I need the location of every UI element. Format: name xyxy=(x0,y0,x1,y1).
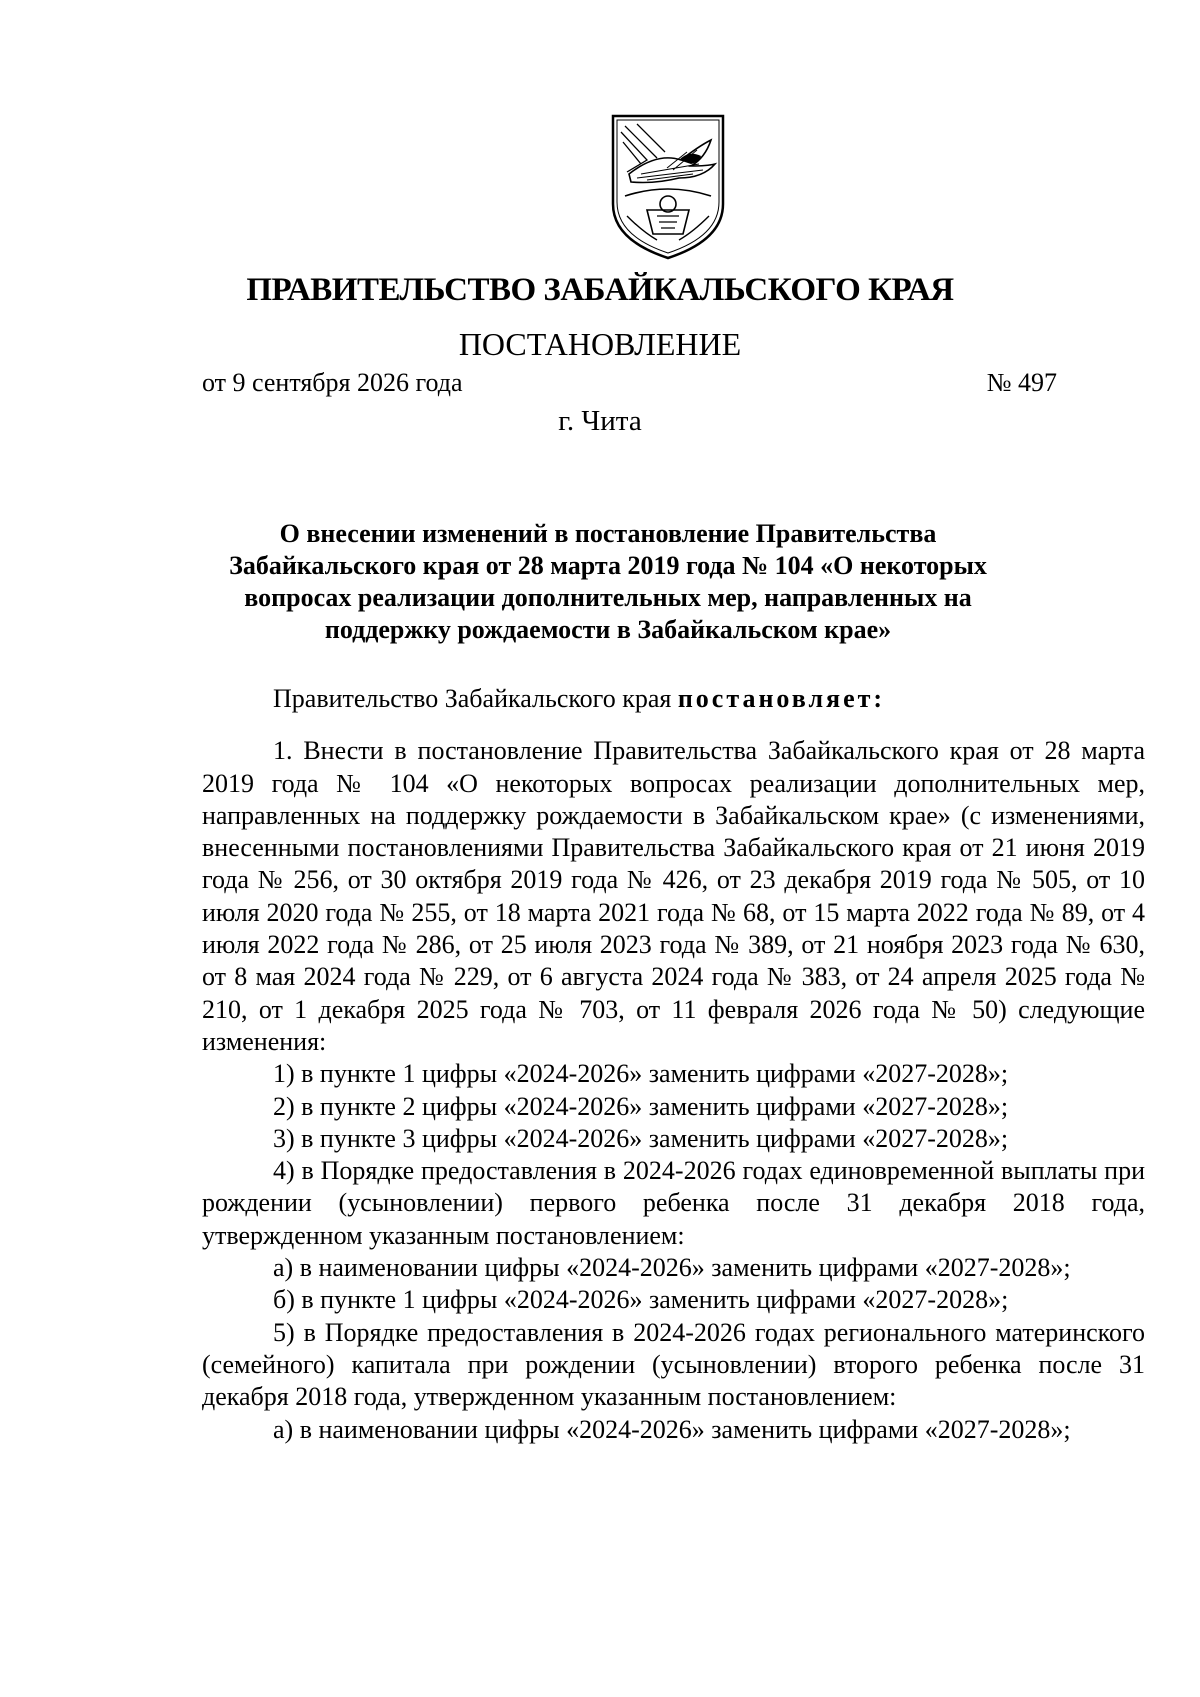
body-paragraph: б) в пункте 1 цифры «2024-2026» заменить цифрами «2027-2028»; xyxy=(273,1285,1009,1315)
body-paragraph: 2) в пункте 2 цифры «2024-2026» заменить цифрами «2027-2028»; xyxy=(273,1091,1009,1121)
body-paragraph: 5) в Порядке предоставления в 2024-2026 годах регионального материнского (семейного) капитала при рождении (усыновлении) второго ребенка после 31 декабря 2018 года, утвержденном указанным постановлением: xyxy=(202,1317,1145,1412)
document-type: ПОСТАНОВЛЕНИЕ xyxy=(458,326,742,362)
document-title: О внесении изменений в постановление Правительства Забайкальского края от 28 марта 2019 года № 104 «О некоторых вопросах реализации дополнительных мер, направленных на поддержку рождаемости в Забайкальском крае» xyxy=(229,519,987,644)
document-number: № 497 xyxy=(986,368,1057,397)
preamble-paragraph xyxy=(202,683,1145,715)
body-paragraph: 1. Внести в постановление Правительства Забайкальского края от 28 марта 2019 года № 104 «О некоторых вопросах реализации дополнительных мер, направленных на поддержку рождаемости в Забайкальском крае» (с изменениями, внесенными постановлениями Правительства Забайкальского края от 21 июня 2019 года № 256, от 30 октября 2019 года № 426, от 23 декабря 2019 года № 505, от 10 июля 2020 года № 255, от 18 марта 2021 года № 68, от 15 марта 2022 года № 89, от 4 июля 2022 года № 286, от 25 июля 2023 года № 389, от 21 ноября 2023 года № 630, от 8 мая 2024 года № 229, от 6 августа 2024 года № 383, от 24 апреля 2025 года № 210, от 1 декабря 2025 года № 703, от 11 февраля 2026 года № 50) следующие изменения: xyxy=(202,736,1145,1056)
body-paragraph: 4) в Порядке предоставления в 2024-2026 годах единовременной выплаты при рождении (усыновлении) первого ребенка после 31 декабря 2018 года, утвержденном указанным постановлением: xyxy=(202,1156,1145,1250)
document-city: г. Чита xyxy=(558,405,642,437)
body-paragraph: 1) в пункте 1 цифры «2024-2026» заменить цифрами «2027-2028»; xyxy=(273,1059,1009,1089)
body-paragraph: а) в наименовании цифры «2024-2026» заменить цифрами «2027-2028»; xyxy=(273,1414,1071,1444)
date-number-line xyxy=(202,368,1057,398)
preamble-text: Правительство Забайкальского края xyxy=(273,684,678,713)
coat-of-arms-emblem xyxy=(607,112,729,260)
document-date: от 9 сентября 2026 года xyxy=(202,368,463,397)
body-paragraph: 3) в пункте 3 цифры «2024-2026» заменить цифрами «2027-2028»; xyxy=(273,1123,1009,1153)
preamble-emphasis: постановляет: xyxy=(677,684,886,713)
organization-name: ПРАВИТЕЛЬСТВО ЗАБАЙКАЛЬСКОГО КРАЯ xyxy=(246,272,954,308)
body-paragraph: а) в наименовании цифры «2024-2026» заменить цифрами «2027-2028»; xyxy=(273,1253,1071,1283)
document-body xyxy=(202,683,1145,1446)
